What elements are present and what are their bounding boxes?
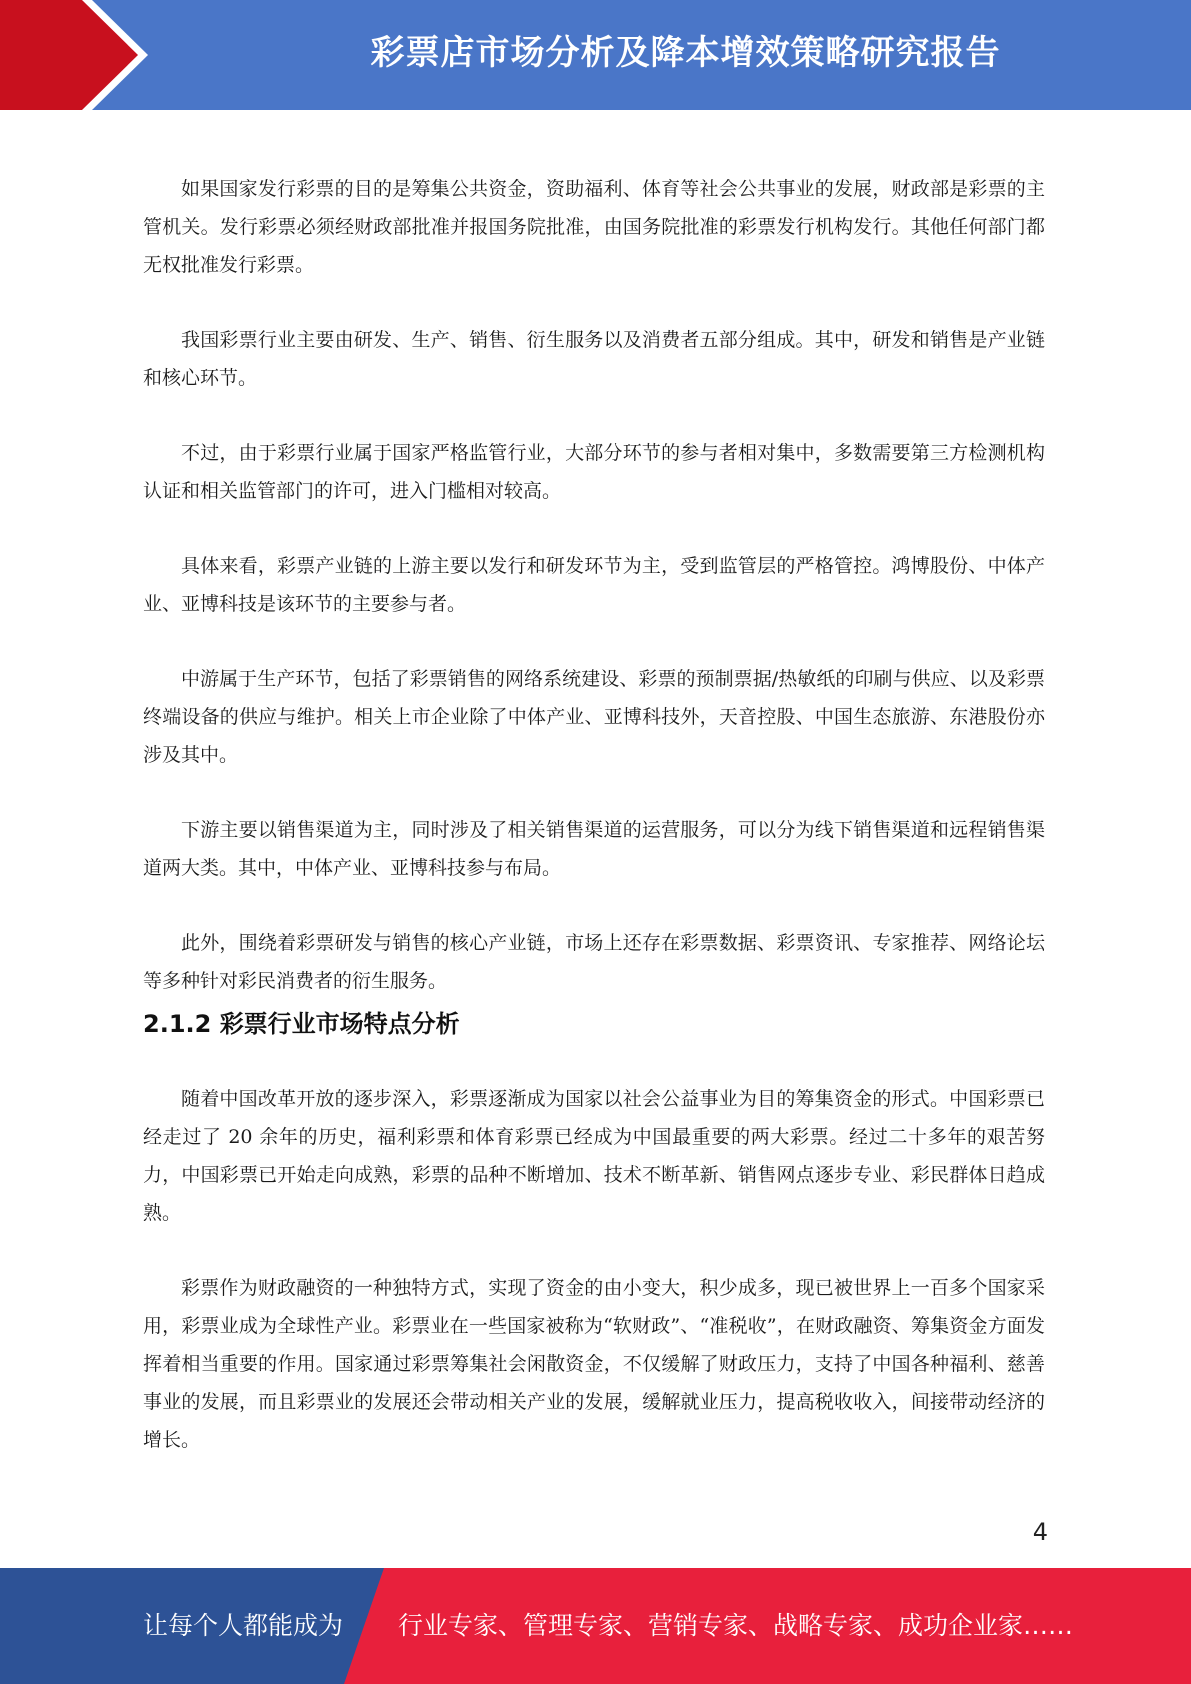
page-header — [0, 0, 1191, 110]
paragraph: 不过，由于彩票行业属于国家严格监管行业，大部分环节的参与者相对集中，多数需要第三方检测机构认证和相关监管部门的许可，进入门槛相对较高。 — [143, 442, 1045, 502]
paragraph: 如果国家发行彩票的目的是筹集公共资金，资助福利、体育等社会公共事业的发展，财政部是彩票的主管机关。发行彩票必须经财政部批准并报国务院批准，由国务院批准的彩票发行机构发行。其他任何部门都无权批准发行彩票。 — [143, 178, 1045, 276]
footer-slogan-left: 让每个人都能成为 — [143, 1611, 344, 1640]
paragraph: 具体来看，彩票产业链的上游主要以发行和研发环节为主，受到监管层的严格管控。鸿博股份、中体产业、亚博科技是该环节的主要参与者。 — [143, 555, 1045, 615]
page-number: 4 — [1032, 1518, 1048, 1546]
page-footer — [0, 1568, 1191, 1684]
document-title: 彩票店市场分析及降本增效策略研究报告 — [370, 33, 1001, 73]
paragraph: 彩票作为财政融资的一种独特方式，实现了资金的由小变大，积少成多，现已被世界上一百多个国家采用，彩票业成为全球性产业。彩票业在一些国家被称为“软财政”、“准税收”，在财政融资、筹集资金方面发挥着相当重要的作用。国家通过彩票筹集社会闲散资金，不仅缓解了财政压力，支持了中国各种福利、慈善事业的发展，而且彩票业的发展还会带动相关产业的发展，缓解就业压力，提高税收收入，间接带动经济的增长。 — [143, 1277, 1045, 1451]
footer-slogan-right: 行业专家、管理专家、营销专家、战略专家、成功企业家…… — [398, 1611, 1074, 1640]
header-arrow-decoration — [0, 0, 160, 110]
paragraph: 下游主要以销售渠道为主，同时涉及了相关销售渠道的运营服务，可以分为线下销售渠道和远程销售渠道两大类。其中，中体产业、亚博科技参与布局。 — [143, 819, 1045, 879]
main-content — [143, 170, 1045, 1496]
paragraph: 中游属于生产环节，包括了彩票销售的网络系统建设、彩票的预制票据/热敏纸的印刷与供应、以及彩票终端设备的供应与维护。相关上市企业除了中体产业、亚博科技外，天音控股、中国生态旅游、东港股份亦涉及其中。 — [143, 668, 1045, 766]
paragraph: 此外，围绕着彩票研发与销售的核心产业链，市场上还存在彩票数据、彩票资讯、专家推荐、网络论坛等多种针对彩民消费者的衍生服务。 — [143, 932, 1045, 992]
section-heading: 2.1.2 彩票行业市场特点分析 — [143, 1010, 460, 1038]
paragraph: 随着中国改革开放的逐步深入，彩票逐渐成为国家以社会公益事业为目的筹集资金的形式。中国彩票已经走过了 20 余年的历史，福利彩票和体育彩票已经成为中国最重要的两大彩票。经过二十多年的艰苦努力，中国彩票已开始走向成熟，彩票的品种不断增加、技术不断革新、销售网点逐步专业、彩民群体日趋成熟。 — [143, 1088, 1045, 1224]
paragraph: 我国彩票行业主要由研发、生产、销售、衍生服务以及消费者五部分组成。其中，研发和销售是产业链和核心环节。 — [143, 329, 1045, 389]
